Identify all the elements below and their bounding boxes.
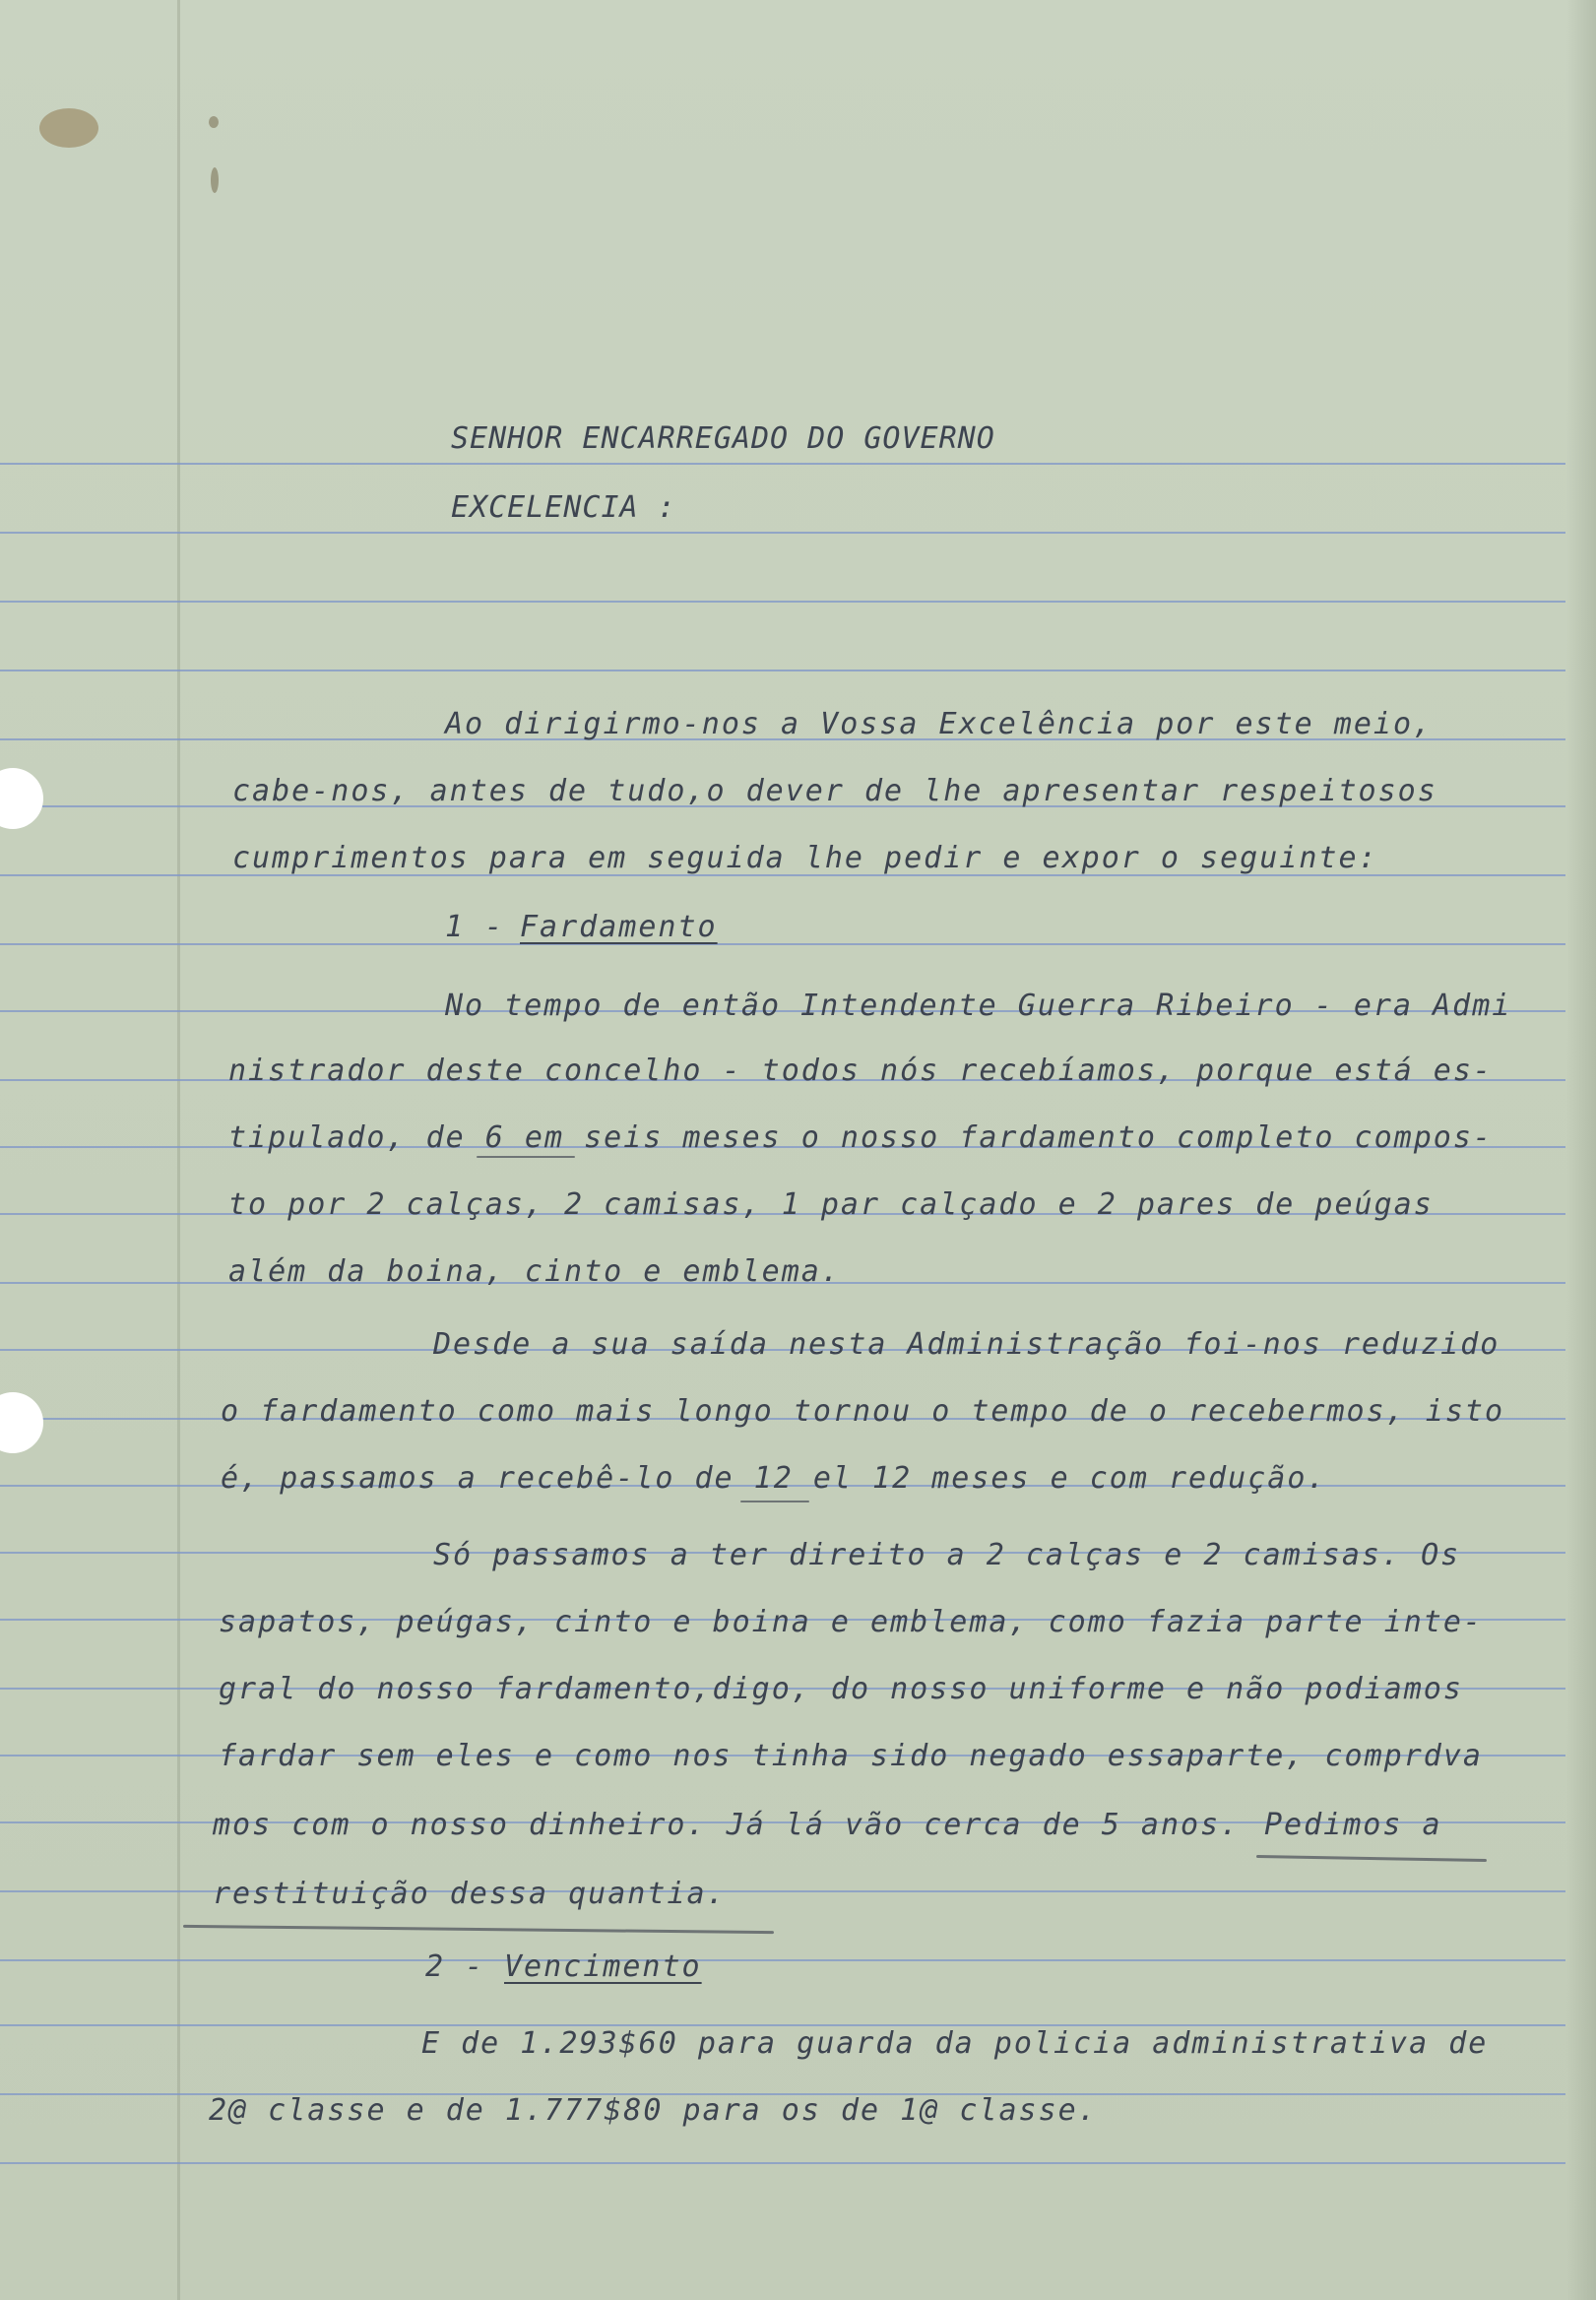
- rust-stain: [209, 116, 219, 128]
- s1p2-line-2: o fardamento como mais longo tornou o tempo de o recebermos, isto: [221, 1394, 1504, 1429]
- underline-mark: [477, 1156, 575, 1158]
- s1p3-line-4: fardar sem eles e como nos tinha sido negado essaparte, comprdva: [219, 1739, 1483, 1773]
- s1p1-line-2: nistrador deste concelho - todos nós recebíamos, porque está es-: [228, 1054, 1493, 1088]
- salutation-line: EXCELENCIA :: [451, 490, 676, 525]
- underline-mark: [740, 1501, 809, 1502]
- rust-stain: [39, 108, 98, 148]
- s1p1-line-4: to por 2 calças, 2 camisas, 1 par calçado e 2 pares de peúgas: [228, 1187, 1434, 1222]
- ruled-line: [0, 943, 1565, 945]
- addressee-line: SENHOR ENCARREGADO DO GOVERNO: [451, 421, 995, 456]
- s1p1-line-3: tipulado, de 6 em seis meses o nosso fardamento completo compos-: [228, 1120, 1493, 1155]
- s2p1-line-2: 2@ classe e de 1.777$80 para os de 1@ classe.: [209, 2093, 1098, 2128]
- ruled-line: [0, 601, 1565, 603]
- ruled-line: [0, 1959, 1565, 1961]
- s2p1-line-1: E de 1.293$60 para guarda da policia administrativa de: [421, 2026, 1489, 2061]
- intro-line-1: Ao dirigirmo-nos a Vossa Excelência por este meio,: [445, 707, 1434, 741]
- intro-line-3: cumprimentos para em seguida lhe pedir e expor o seguinte:: [232, 841, 1378, 875]
- s1p3-line-2: sapatos, peúgas, cinto e boina e emblema, como fazia parte inte-: [219, 1605, 1483, 1639]
- section1-title: Fardamento: [520, 910, 718, 944]
- s1p1-line-1: No tempo de então Intendente Guerra Ribeiro - era Admi: [445, 989, 1512, 1023]
- section1-number: 1 -: [445, 910, 505, 944]
- underline-mark: [1256, 1855, 1487, 1862]
- punch-hole: [0, 768, 43, 829]
- section2-title: Vencimento: [504, 1949, 702, 1984]
- ruled-line: [0, 2162, 1565, 2164]
- s1p2-line-3: é, passamos a recebê-lo de 12 el 12 meses e com redução.: [221, 1461, 1327, 1496]
- underline-mark: [183, 1925, 774, 1934]
- s1p3-line-5: mos com o nosso dinheiro. Já lá vão cerca de 5 anos.: [213, 1808, 1241, 1842]
- page-edge-shadow: [1566, 0, 1596, 2300]
- s1p3-line-3: gral do nosso fardamento,digo, do nosso uniforme e não podiamos: [219, 1672, 1463, 1706]
- s1p2-line-1: Desde a sua saída nesta Administração foi-nos reduzido: [433, 1327, 1500, 1362]
- s1p3-line-1: Só passamos a ter direito a 2 calças e 2 camisas. Os: [433, 1538, 1461, 1572]
- section2-number: 2 -: [425, 1949, 485, 1984]
- page-margin-fold: [177, 0, 180, 2300]
- s1p3-request: Pedimos a: [1264, 1808, 1442, 1842]
- s1p1-line-5: além da boina, cinto e emblema.: [228, 1254, 841, 1289]
- punch-hole: [0, 1392, 43, 1453]
- ruled-line: [0, 532, 1565, 534]
- s1p3-line-6: restituição dessa quantia.: [213, 1877, 727, 1911]
- rust-stain: [211, 167, 219, 193]
- ruled-line: [0, 463, 1565, 465]
- ruled-line: [0, 670, 1565, 671]
- intro-line-2: cabe-nos, antes de tudo,o dever de lhe apresentar respeitosos: [232, 774, 1437, 808]
